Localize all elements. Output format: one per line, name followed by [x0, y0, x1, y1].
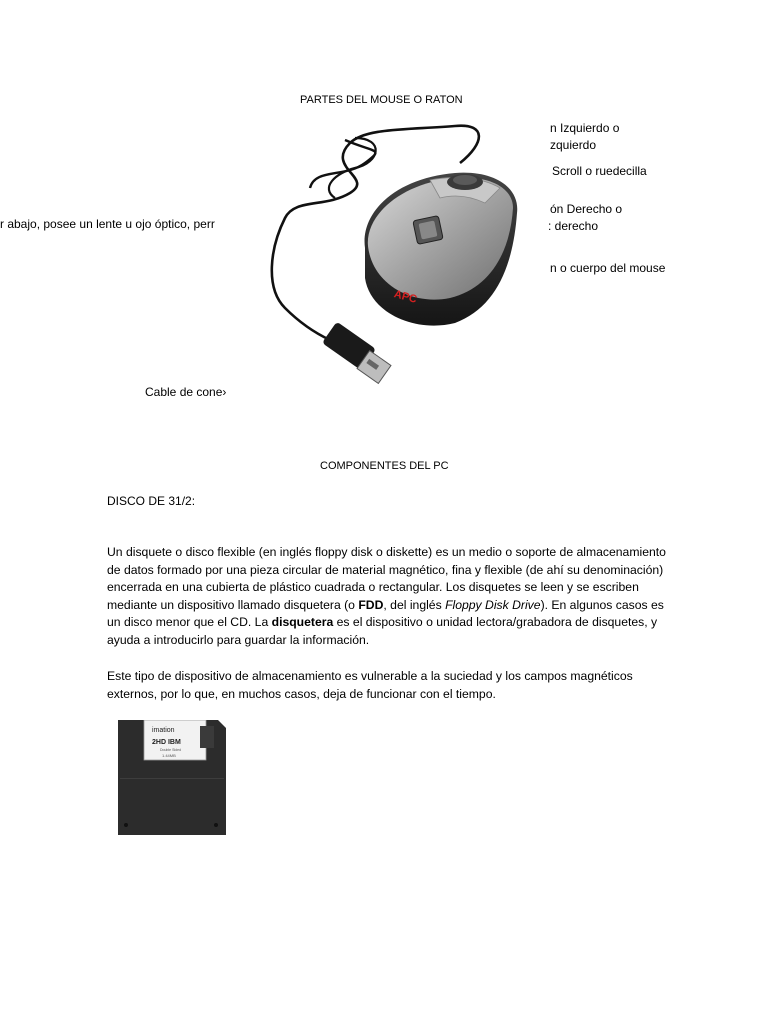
floppy-label-line3: 1.44MB [162, 753, 176, 758]
floppy-label-line1: 2HD IBM [152, 739, 181, 746]
label-cable: Cable de cone› [145, 385, 227, 399]
usb-connector-icon [322, 322, 391, 384]
term-fdd: FDD [358, 597, 384, 612]
paragraph-text: Un disquete o disco flexible (en inglés floppy disk o diskette) es un medio o soporte de almacenamiento de datos formado por una pieza circular de material magnético, fina y flexible (de ahí su denominación) encerrada en una cubierta de plástico cuadrada o rectangular. Los disquetes se leen y se escriben mediante un dispositivo llamado disquetera (o [107, 545, 666, 612]
floppy-disk-image [118, 720, 226, 835]
scroll-wheel-icon [447, 174, 483, 190]
fingerprint-sensor-icon [413, 216, 443, 245]
mouse-logo: APC [392, 288, 419, 306]
label-left-button-2: zquierdo [550, 138, 597, 152]
floppy-brand: imation [152, 727, 175, 734]
disk-heading: DISCO DE 31/2: [107, 494, 196, 508]
page-title: PARTES DEL MOUSE O RATON [300, 94, 463, 106]
label-scroll: Scroll o ruedecilla [552, 164, 647, 178]
label-mouse-body: n o cuerpo del mouse [550, 261, 666, 275]
floppy-density-hole [214, 823, 218, 827]
floppy-write-protect-hole [124, 823, 128, 827]
term-floppy-disk-drive: Floppy Disk Drive [445, 597, 541, 612]
term-disquetera: disquetera [271, 615, 334, 629]
paragraph-text: , del inglés [383, 597, 446, 612]
paragraph-text: es el dispositivo o unidad lectora/grabadora de disquetes, y ayuda a introducirlo para guardar la información. [107, 615, 658, 647]
paragraph-floppy-vulnerability: Este tipo de dispositivo de almacenamiento es vulnerable a la suciedad y los campos magnéticos externos, por lo que, en muchos casos, deja de funcionar con el tiempo. [107, 669, 633, 701]
paragraph-floppy-definition [107, 544, 667, 649]
label-right-button-1: ón Derecho o [550, 202, 623, 216]
label-optical-lens: r abajo, posee un lente u ojo óptico, perr [0, 217, 215, 231]
section-title: COMPONENTES DEL PC [320, 460, 449, 472]
paragraph-text: ). En algunos casos es un disco menor que el CD. La [107, 597, 664, 629]
label-right-button-2: : derecho [548, 219, 599, 233]
floppy-label-line2: Double Sided [160, 748, 182, 752]
label-left-button-1: n Izquierdo o [550, 121, 620, 135]
mouse-image [255, 118, 550, 398]
